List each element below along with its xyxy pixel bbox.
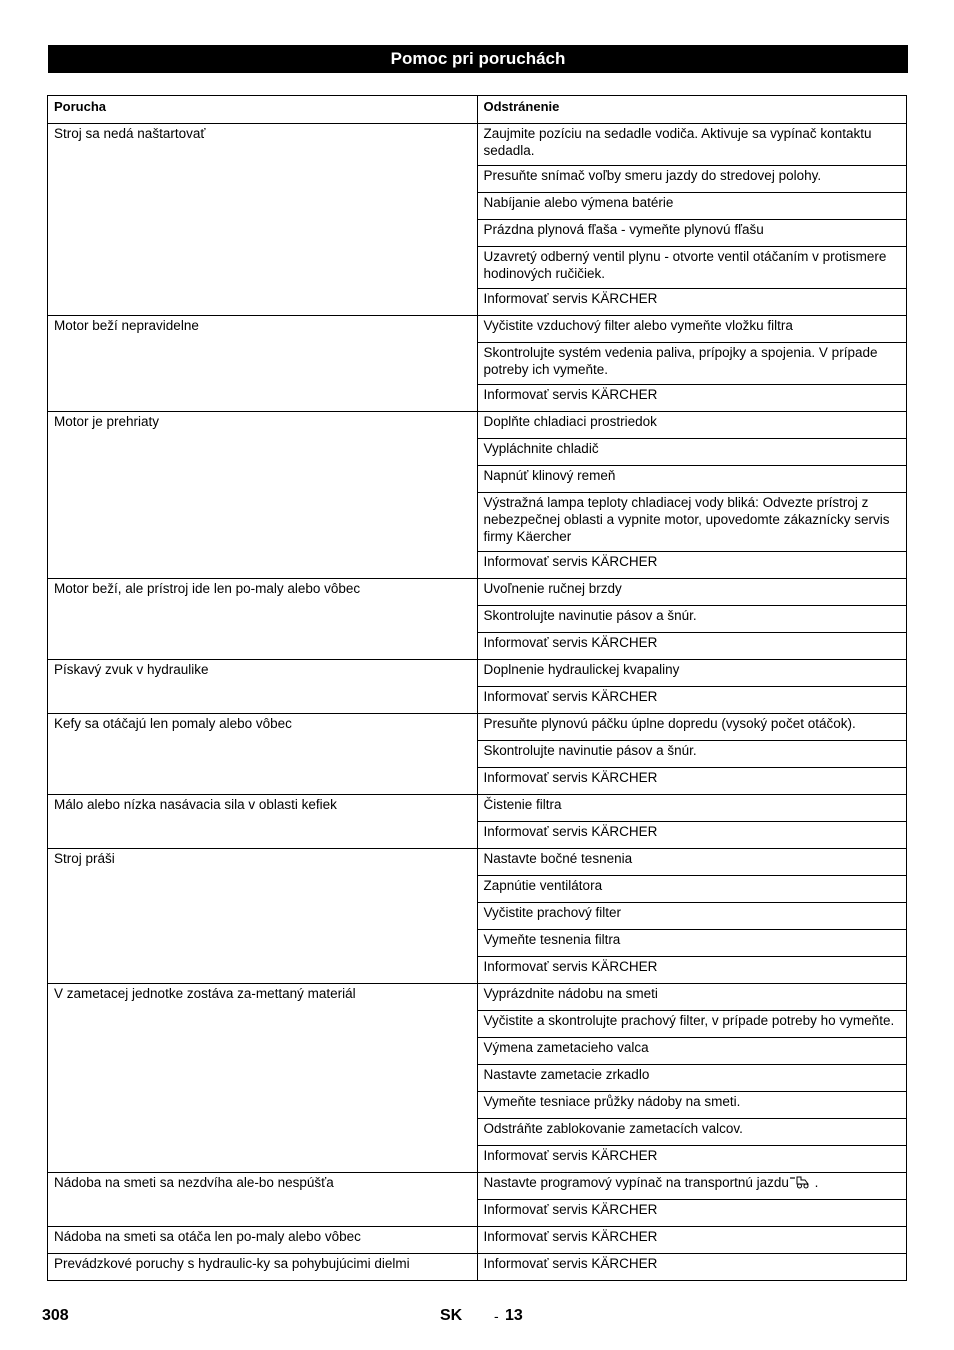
remedy-text: Doplnenie hydraulickej kvapaliny — [483, 662, 680, 677]
remedy-cell — [477, 822, 907, 849]
fault-cell: V zametacej jednotke zostáva za-mettaný materiál — [48, 984, 478, 1173]
remedy-text: Skontrolujte navinutie pásov a šnúr. — [483, 743, 697, 758]
remedy-cell — [477, 1254, 907, 1281]
fault-cell: Prevádzkové poruchy s hydraulic-ky sa pohybujúcimi dielmi — [48, 1254, 478, 1281]
remedy-cell — [477, 124, 907, 166]
remedy-cell — [477, 633, 907, 660]
remedy-text: Informovať servis KÄRCHER — [483, 1202, 658, 1217]
fault-cell: Málo alebo nízka nasávacia sila v oblasti kefiek — [48, 795, 478, 849]
remedy-cell — [477, 1146, 907, 1173]
fault-cell: Pískavý zvuk v hydraulike — [48, 660, 478, 714]
remedy-cell — [477, 1227, 907, 1254]
fault-cell: Stroj sa nedá naštartovať — [48, 124, 478, 316]
remedy-text: Uzavretý odberný ventil plynu - otvorte ventil otáčaním v protismere hodinových ručičiek. — [483, 249, 887, 281]
table-row — [48, 984, 907, 1011]
remedy-cell — [477, 220, 907, 247]
remedy-cell — [477, 247, 907, 289]
remedy-text: Informovať servis KÄRCHER — [483, 291, 658, 306]
sentence-period: . — [810, 1175, 819, 1190]
remedy-cell — [477, 876, 907, 903]
remedy-cell — [477, 687, 907, 714]
fault-cell: Nádoba na smeti sa otáča len po-maly alebo vôbec — [48, 1227, 478, 1254]
table-row — [48, 579, 907, 606]
remedy-text: Nastavte zametacie zrkadlo — [483, 1067, 650, 1082]
table-row — [48, 795, 907, 822]
remedy-text: Informovať servis KÄRCHER — [483, 554, 658, 569]
remedy-cell — [477, 1038, 907, 1065]
language-code: SK — [440, 1307, 463, 1324]
fault-cell: Stroj práši — [48, 849, 478, 984]
remedy-cell — [477, 1092, 907, 1119]
table-row — [48, 316, 907, 343]
remedy-cell — [477, 1011, 907, 1038]
table-header-row — [48, 96, 907, 124]
fault-cell: Motor je prehriaty — [48, 412, 478, 579]
remedy-cell — [477, 579, 907, 606]
transport-mode-icon — [789, 1175, 811, 1189]
footer-separator: - — [494, 1308, 499, 1324]
remedy-cell — [477, 714, 907, 741]
remedy-cell — [477, 193, 907, 220]
remedy-text: Vypláchnite chladič — [483, 441, 599, 456]
remedy-text: Informovať servis KÄRCHER — [483, 824, 658, 839]
fault-cell: Nádoba na smeti sa nezdvíha ale-bo nespúšťa — [48, 1173, 478, 1227]
remedy-cell — [477, 385, 907, 412]
remedy-text: Vymeňte tesnenia filtra — [483, 932, 621, 947]
remedy-text: Skontrolujte systém vedenia paliva, prípojky a spojenia. V prípade potreby ich vymeňte. — [483, 345, 878, 377]
remedy-cell — [477, 289, 907, 316]
remedy-cell — [477, 606, 907, 633]
remedy-cell — [477, 741, 907, 768]
remedy-text: Informovať servis KÄRCHER — [483, 770, 658, 785]
column-header-fault: Porucha — [48, 96, 478, 124]
remedy-cell — [477, 466, 907, 493]
remedy-cell — [477, 903, 907, 930]
remedy-text: Výmena zametacieho valca — [483, 1040, 649, 1055]
page-number: 308 — [42, 1307, 69, 1324]
remedy-cell — [477, 552, 907, 579]
remedy-text: Čistenie filtra — [483, 797, 562, 812]
section-page-number: 13 — [505, 1307, 523, 1324]
table-row — [48, 124, 907, 166]
remedy-text: Uvoľnenie ručnej brzdy — [483, 581, 622, 596]
table-row — [48, 714, 907, 741]
remedy-cell — [477, 439, 907, 466]
remedy-cell — [477, 795, 907, 822]
remedy-cell — [477, 1173, 907, 1200]
remedy-text: Informovať servis KÄRCHER — [483, 1148, 658, 1163]
fault-cell: Kefy sa otáčajú len pomaly alebo vôbec — [48, 714, 478, 795]
remedy-text: Vymeňte tesniace průžky nádoby na smeti. — [483, 1094, 741, 1109]
fault-cell: Motor beží nepravidelne — [48, 316, 478, 412]
remedy-cell — [477, 1065, 907, 1092]
remedy-text: Vyčistite vzduchový filter alebo vymeňte vložku filtra — [483, 318, 793, 333]
remedy-text: Skontrolujte navinutie pásov a šnúr. — [483, 608, 697, 623]
column-header-remedy: Odstránenie — [477, 96, 907, 124]
remedy-text: Informovať servis KÄRCHER — [483, 1256, 658, 1271]
remedy-text: Presuňte snímač voľby smeru jazdy do stredovej polohy. — [483, 168, 822, 183]
remedy-text: Vyčistite a skontrolujte prachový filter, v prípade potreby ho vymeňte. — [483, 1013, 895, 1028]
remedy-cell — [477, 984, 907, 1011]
remedy-cell — [477, 768, 907, 795]
table-row — [48, 1254, 907, 1281]
remedy-cell — [477, 849, 907, 876]
remedy-text: Informovať servis KÄRCHER — [483, 387, 658, 402]
remedy-cell — [477, 316, 907, 343]
remedy-text: Informovať servis KÄRCHER — [483, 689, 658, 704]
remedy-text: Odstráňte zablokovanie zametacích valcov. — [483, 1121, 743, 1136]
remedy-text: Informovať servis KÄRCHER — [483, 635, 658, 650]
remedy-text: Informovať servis KÄRCHER — [483, 959, 658, 974]
remedy-cell — [477, 957, 907, 984]
remedy-cell — [477, 343, 907, 385]
remedy-text: Nabíjanie alebo výmena batérie — [483, 195, 674, 210]
remedy-cell — [477, 493, 907, 552]
page-title: Pomoc pri poruchách — [48, 45, 908, 73]
table-row — [48, 849, 907, 876]
remedy-text: Vyprázdnite nádobu na smeti — [483, 986, 658, 1001]
remedy-text: Informovať servis KÄRCHER — [483, 1229, 658, 1244]
remedy-text: Napnúť klinový remeň — [483, 468, 616, 483]
table-row — [48, 412, 907, 439]
remedy-text: Výstražná lampa teploty chladiacej vody bliká: Odvezte prístroj z nebezpečnej oblasti a vypnite motor, upovedomte zákaznícky servis firmy Käercher — [483, 495, 890, 544]
remedy-text: Zaujmite pozíciu na sedadle vodiča. Aktivuje sa vypínač kontaktu sedadla. — [483, 126, 872, 158]
remedy-text: Prázdna plynová fľaša - vymeňte plynovú fľašu — [483, 222, 764, 237]
fault-cell: Motor beží, ale prístroj ide len po-maly alebo vôbec — [48, 579, 478, 660]
remedy-text: Zapnútie ventilátora — [483, 878, 603, 893]
remedy-text: Nastavte bočné tesnenia — [483, 851, 633, 866]
remedy-cell — [477, 412, 907, 439]
remedy-text: Doplňte chladiaci prostriedok — [483, 414, 657, 429]
remedy-text: Presuňte plynovú páčku úplne dopredu (vysoký počet otáčok). — [483, 716, 856, 731]
remedy-cell — [477, 166, 907, 193]
table-body — [48, 124, 907, 1281]
table-row — [48, 660, 907, 687]
remedy-cell — [477, 660, 907, 687]
table-row — [48, 1227, 907, 1254]
troubleshooting-table — [47, 95, 907, 1281]
remedy-cell — [477, 1200, 907, 1227]
remedy-text: Vyčistite prachový filter — [483, 905, 622, 920]
remedy-cell — [477, 1119, 907, 1146]
remedy-text: Nastavte programový vypínač na transportnú jazdu — [483, 1175, 789, 1190]
table-row — [48, 1173, 907, 1200]
remedy-cell — [477, 930, 907, 957]
